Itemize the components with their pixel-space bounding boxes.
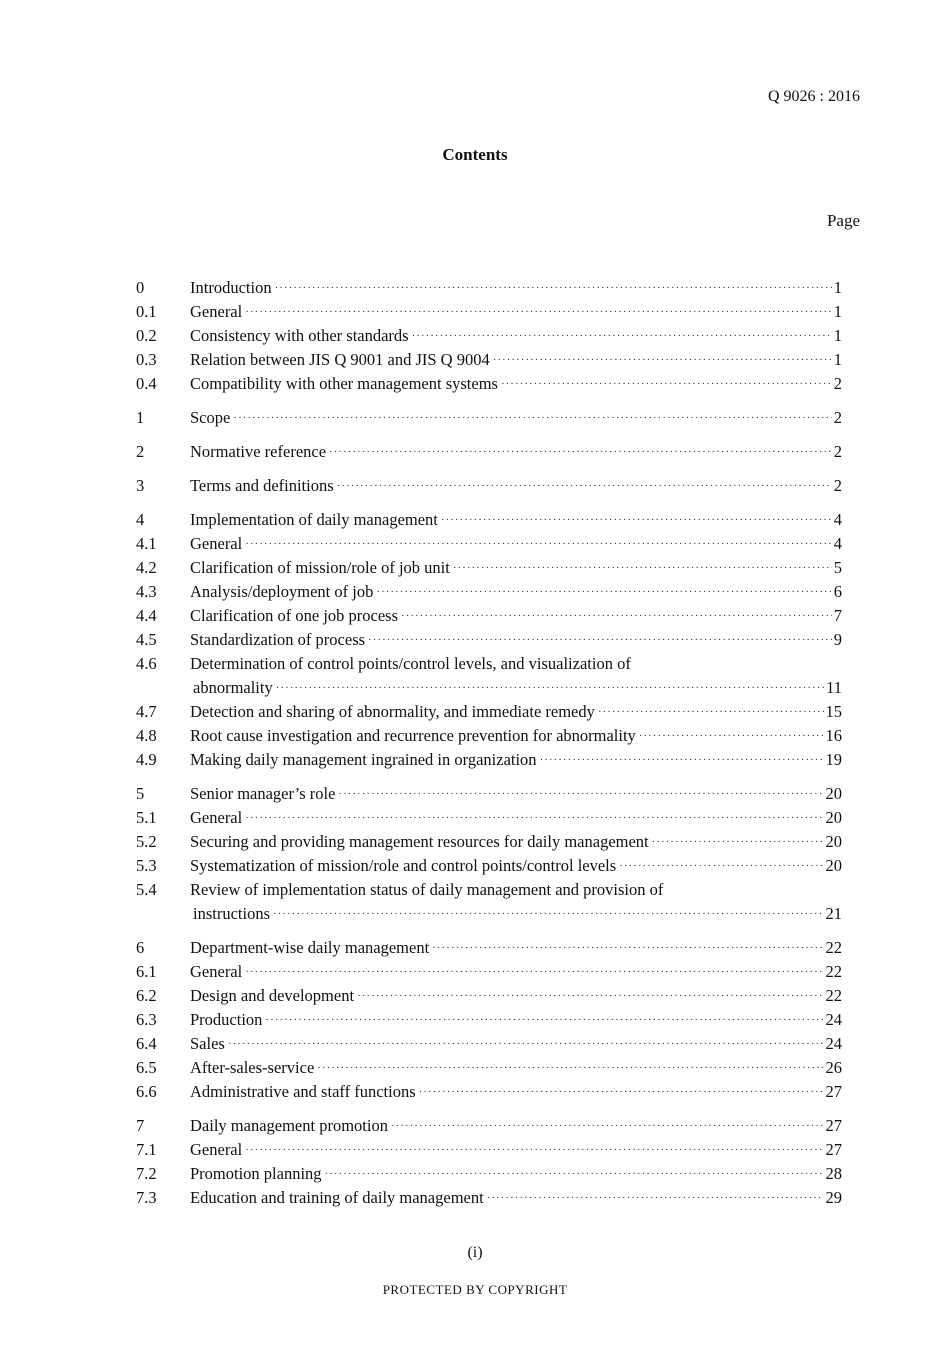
toc-entry-page: 11: [826, 678, 842, 697]
toc-entry-title: Root cause investigation and recurrence prevention for abnormality: [190, 724, 639, 748]
toc-entry-continuation[interactable]: [136, 676, 842, 700]
dot-leader: [453, 556, 832, 580]
toc-entry-number: 0.4: [136, 374, 157, 393]
toc-entry[interactable]: [136, 300, 842, 324]
toc-entry[interactable]: [136, 348, 842, 372]
toc-entry-number: 6.2: [136, 986, 157, 1005]
toc-entry-title: Department-wise daily management: [190, 936, 432, 960]
toc-entry-title: Making daily management ingrained in organization: [190, 748, 540, 772]
toc-entry-page: 26: [825, 1058, 842, 1077]
dot-leader: [245, 960, 823, 984]
dot-leader: [338, 782, 823, 806]
toc-entry-number: 5.4: [136, 880, 157, 899]
page-number: (i): [467, 1244, 483, 1261]
toc-entry[interactable]: [136, 1138, 842, 1162]
toc-entry-number: 0: [136, 278, 145, 297]
toc-entry-number: 2: [136, 442, 145, 461]
toc-entry-number: 6.1: [136, 962, 157, 981]
dot-leader: [245, 806, 823, 830]
dot-leader: [276, 676, 824, 700]
toc-entry[interactable]: [136, 936, 842, 960]
toc-entry[interactable]: [136, 604, 842, 628]
toc-entry-number: 7.3: [136, 1188, 157, 1207]
toc-entry[interactable]: [136, 580, 842, 604]
toc-entry-page: 16: [825, 726, 842, 745]
toc-entry-page: 2: [833, 374, 842, 393]
toc-entry-page: 22: [825, 962, 842, 981]
toc-group: [136, 1114, 842, 1210]
dot-leader: [391, 1114, 824, 1138]
toc-entry-page: 4: [833, 510, 842, 529]
dot-leader: [245, 300, 832, 324]
dot-leader: [317, 1056, 823, 1080]
toc-entry[interactable]: [136, 830, 842, 854]
toc-entry-number: 4.9: [136, 750, 157, 769]
dot-leader: [233, 406, 831, 430]
toc-entry[interactable]: [136, 1080, 842, 1104]
toc-entry-title: After-sales-service: [190, 1056, 317, 1080]
dot-leader: [368, 628, 832, 652]
toc-entry-title: Terms and definitions: [190, 474, 337, 498]
toc-entry-number: 0.3: [136, 350, 157, 369]
toc-entry[interactable]: [136, 276, 842, 300]
toc-entry-number: 4.2: [136, 558, 157, 577]
dot-leader: [639, 724, 824, 748]
toc-entry-title: Detection and sharing of abnormality, and immediate remedy: [190, 700, 598, 724]
toc-group: [136, 474, 842, 498]
toc-entry-page: 1: [833, 350, 842, 369]
toc-entry-number: 6.4: [136, 1034, 157, 1053]
toc-entry-title: General: [190, 806, 245, 830]
toc-entry[interactable]: [136, 1056, 842, 1080]
toc-entry[interactable]: [136, 508, 842, 532]
dot-leader: [245, 1138, 823, 1162]
toc-entry-number: 4: [136, 510, 145, 529]
toc-entry-page: 29: [825, 1188, 842, 1207]
toc-entry-title: Daily management promotion: [190, 1114, 391, 1138]
toc-entry-title: General: [190, 960, 245, 984]
toc-entry-page: 6: [833, 582, 842, 601]
toc-entry-title: Clarification of one job process: [190, 604, 401, 628]
toc-entry-number: 0.1: [136, 302, 157, 321]
dot-leader: [598, 700, 824, 724]
toc-entry-title: Clarification of mission/role of job unit: [190, 556, 453, 580]
toc-entry[interactable]: [136, 1032, 842, 1056]
toc-entry[interactable]: [136, 1186, 842, 1210]
toc-entry-page: 24: [825, 1034, 842, 1053]
toc-entry[interactable]: [136, 532, 842, 556]
toc-entry[interactable]: [136, 324, 842, 348]
toc-entry-page: 20: [825, 832, 842, 851]
toc-entry[interactable]: [136, 1114, 842, 1138]
toc-entry-number: 6: [136, 938, 145, 957]
toc-entry-page: 5: [833, 558, 842, 577]
toc-entry-page: 27: [825, 1140, 842, 1159]
dot-leader: [419, 1080, 824, 1104]
toc-entry-page: 21: [825, 904, 842, 923]
toc-entry-number: 0.2: [136, 326, 157, 345]
toc-entry-title: Review of implementation status of daily management and provision of: [190, 880, 664, 899]
dot-leader: [412, 324, 832, 348]
toc-entry[interactable]: [136, 1162, 842, 1186]
toc-entry-number: 4.7: [136, 702, 157, 721]
dot-leader: [401, 604, 832, 628]
toc-entry-page: 15: [825, 702, 842, 721]
copyright-notice: PROTECTED BY COPYRIGHT: [382, 1282, 568, 1297]
toc-entry-page: 24: [825, 1010, 842, 1029]
toc-entry-number: 5.3: [136, 856, 157, 875]
toc-entry-page: 20: [825, 856, 842, 875]
toc-entry-page: 20: [825, 808, 842, 827]
toc-entry-title: General: [190, 300, 245, 324]
toc-entry-title: Compatibility with other management systems: [190, 372, 501, 396]
toc-entry-page: 1: [833, 278, 842, 297]
toc-entry-page: 7: [833, 606, 842, 625]
toc-entry-number: 3: [136, 476, 145, 495]
toc-entry-page: 22: [825, 986, 842, 1005]
toc-entry-number: 6.5: [136, 1058, 157, 1077]
toc-entry-title: General: [190, 1138, 245, 1162]
dot-leader: [275, 276, 832, 300]
toc-entry-page: 27: [825, 1116, 842, 1135]
toc-entry-number: 6.6: [136, 1082, 157, 1101]
page-title: Contents: [442, 145, 508, 164]
toc-entry-title: Production: [190, 1008, 265, 1032]
dot-leader: [265, 1008, 823, 1032]
toc-entry-number: 7.1: [136, 1140, 157, 1159]
toc-entry-title: Sales: [190, 1032, 228, 1056]
toc-entry-number: 4.5: [136, 630, 157, 649]
toc-group: [136, 782, 842, 926]
toc-entry-number: 4.1: [136, 534, 157, 553]
toc-group: [136, 276, 842, 396]
toc-entry-title: Systematization of mission/role and control points/control levels: [190, 854, 619, 878]
toc-entry-continuation[interactable]: [136, 902, 842, 926]
dot-leader: [357, 984, 823, 1008]
toc-entry-title: Implementation of daily management: [190, 508, 441, 532]
toc-entry-number: 4.8: [136, 726, 157, 745]
toc-entry-title: Scope: [190, 406, 233, 430]
toc-group: [136, 936, 842, 1104]
toc-entry-title: General: [190, 532, 245, 556]
dot-leader: [441, 508, 832, 532]
dot-leader: [540, 748, 824, 772]
toc-group: [136, 440, 842, 464]
toc-entry-title: Administrative and staff functions: [190, 1080, 419, 1104]
toc-entry-number: 5.2: [136, 832, 157, 851]
toc-entry-page: 4: [833, 534, 842, 553]
toc-entry-title-continued: abnormality: [193, 676, 276, 700]
toc-group: [136, 508, 842, 772]
toc-entry[interactable]: [136, 960, 842, 984]
toc-entry-title: Determination of control points/control levels, and visualization of: [190, 654, 631, 673]
toc-entry-title: Education and training of daily management: [190, 1186, 487, 1210]
dot-leader: [245, 532, 832, 556]
toc-entry-title: Relation between JIS Q 9001 and JIS Q 9004: [190, 348, 493, 372]
dot-leader: [337, 474, 832, 498]
toc-entry[interactable]: [136, 854, 842, 878]
toc-entry-number: 4.3: [136, 582, 157, 601]
toc-entry-title-continued: instructions: [193, 902, 273, 926]
toc-entry[interactable]: [136, 748, 842, 772]
dot-leader: [329, 440, 832, 464]
toc-entry-title: Standardization of process: [190, 628, 368, 652]
toc-entry-page: 2: [833, 408, 842, 427]
toc-entry-page: 2: [833, 476, 842, 495]
toc-entry-page: 1: [833, 302, 842, 321]
toc-entry-number: 6.3: [136, 1010, 157, 1029]
toc-entry-number: 5: [136, 784, 145, 803]
toc-entry[interactable]: [136, 782, 842, 806]
toc-entry[interactable]: [136, 556, 842, 580]
standard-id: Q 9026 : 2016: [768, 88, 860, 105]
toc-entry-number: 1: [136, 408, 145, 427]
toc-entry-title: Normative reference: [190, 440, 329, 464]
toc-entry[interactable]: [136, 878, 842, 902]
toc-entry-page: 20: [825, 784, 842, 803]
toc-entry[interactable]: [136, 1008, 842, 1032]
toc-entry[interactable]: [136, 700, 842, 724]
toc-entry-number: 4.4: [136, 606, 157, 625]
toc-entry-title: Securing and providing management resources for daily management: [190, 830, 652, 854]
toc-entry[interactable]: [136, 806, 842, 830]
table-of-contents: [136, 276, 842, 1220]
toc-entry[interactable]: [136, 984, 842, 1008]
dot-leader: [273, 902, 824, 926]
dot-leader: [487, 1186, 824, 1210]
toc-entry[interactable]: [136, 724, 842, 748]
toc-entry-page: 19: [825, 750, 842, 769]
toc-entry[interactable]: [136, 628, 842, 652]
toc-entry[interactable]: [136, 372, 842, 396]
toc-entry[interactable]: [136, 474, 842, 498]
dot-leader: [619, 854, 823, 878]
toc-entry[interactable]: [136, 440, 842, 464]
dot-leader: [376, 580, 831, 604]
dot-leader: [501, 372, 832, 396]
dot-leader: [652, 830, 824, 854]
toc-entry-title: Promotion planning: [190, 1162, 325, 1186]
toc-entry-page: 2: [833, 442, 842, 461]
page-column-label: Page: [826, 211, 860, 230]
toc-entry-page: 27: [825, 1082, 842, 1101]
toc-entry-page: 22: [825, 938, 842, 957]
dot-leader: [325, 1162, 824, 1186]
toc-entry-title: Analysis/deployment of job: [190, 580, 376, 604]
dot-leader: [228, 1032, 824, 1056]
dot-leader: [493, 348, 832, 372]
toc-entry-title: Design and development: [190, 984, 357, 1008]
toc-entry-page: 28: [825, 1164, 842, 1183]
toc-entry-page: 1: [833, 326, 842, 345]
toc-entry-title: Consistency with other standards: [190, 324, 412, 348]
toc-entry-title: Senior manager’s role: [190, 782, 338, 806]
toc-entry-number: 7.2: [136, 1164, 157, 1183]
dot-leader: [432, 936, 823, 960]
toc-group: [136, 406, 842, 430]
toc-entry-number: 7: [136, 1116, 145, 1135]
toc-entry-title: Introduction: [190, 276, 275, 300]
toc-entry-page: 9: [833, 630, 842, 649]
toc-entry-number: 4.6: [136, 654, 157, 673]
toc-entry[interactable]: [136, 406, 842, 430]
toc-entry-number: 5.1: [136, 808, 157, 827]
toc-entry[interactable]: [136, 652, 842, 676]
